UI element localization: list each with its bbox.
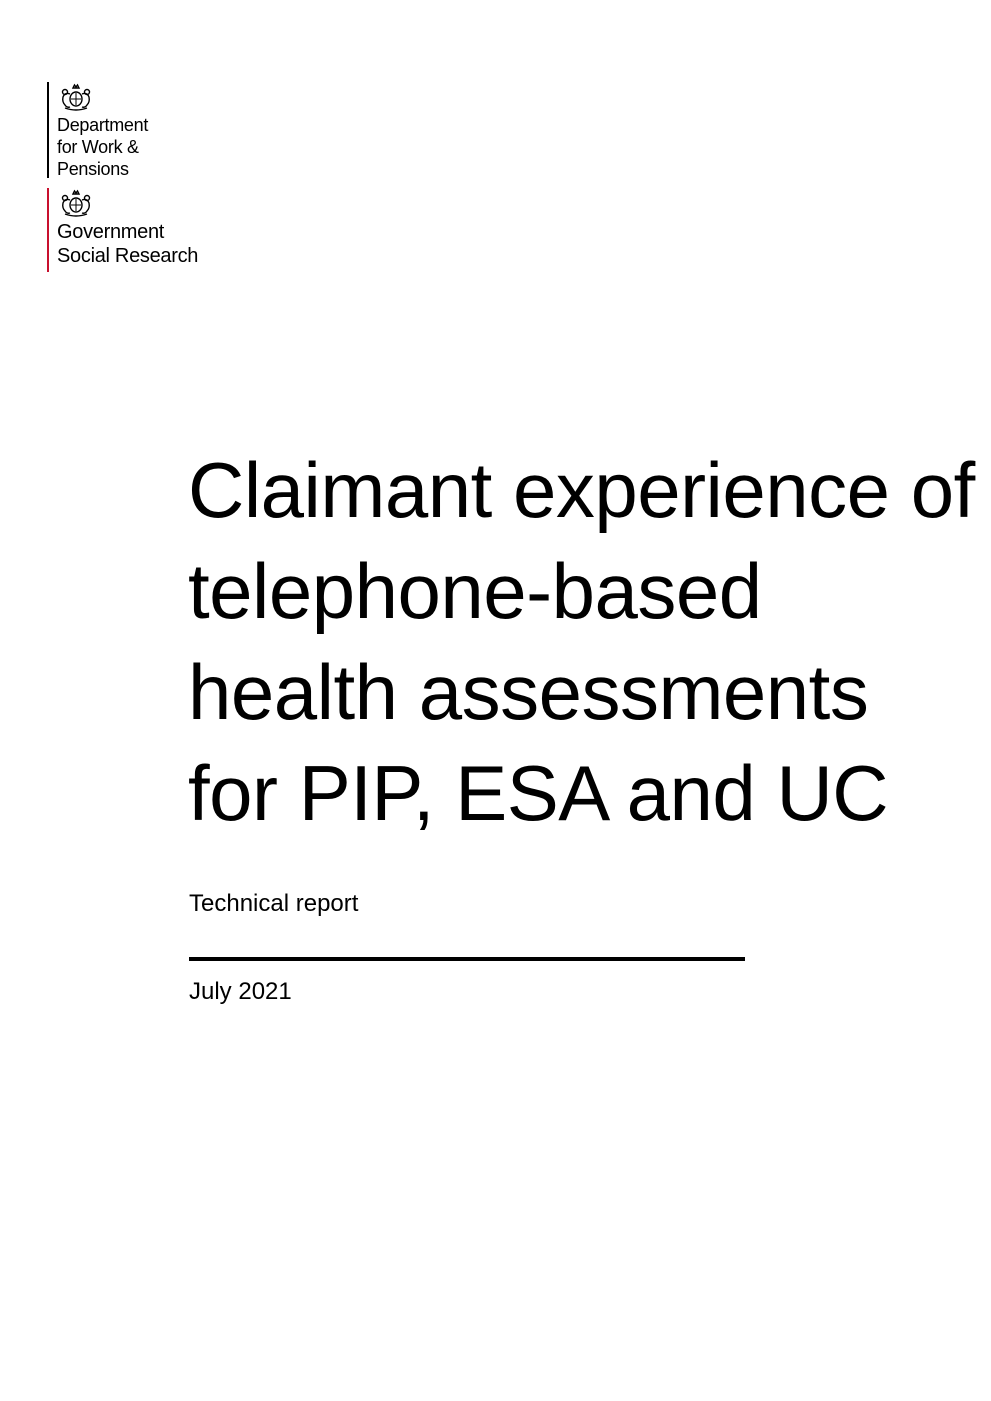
publication-date: July 2021 — [189, 978, 292, 1005]
title-divider — [189, 957, 745, 961]
dwp-logo — [47, 82, 148, 178]
dwp-name: Department for Work & Pensions — [57, 115, 149, 179]
royal-coat-of-arms-icon — [57, 82, 95, 112]
document-subtitle: Technical report — [189, 890, 359, 917]
royal-coat-of-arms-icon — [57, 188, 95, 218]
document-title: Claimant experience of telephone-based health assessments for PIP, ESA and UC — [188, 446, 975, 837]
gsr-logo — [47, 188, 198, 272]
gsr-name: Government Social Research — [57, 221, 199, 267]
